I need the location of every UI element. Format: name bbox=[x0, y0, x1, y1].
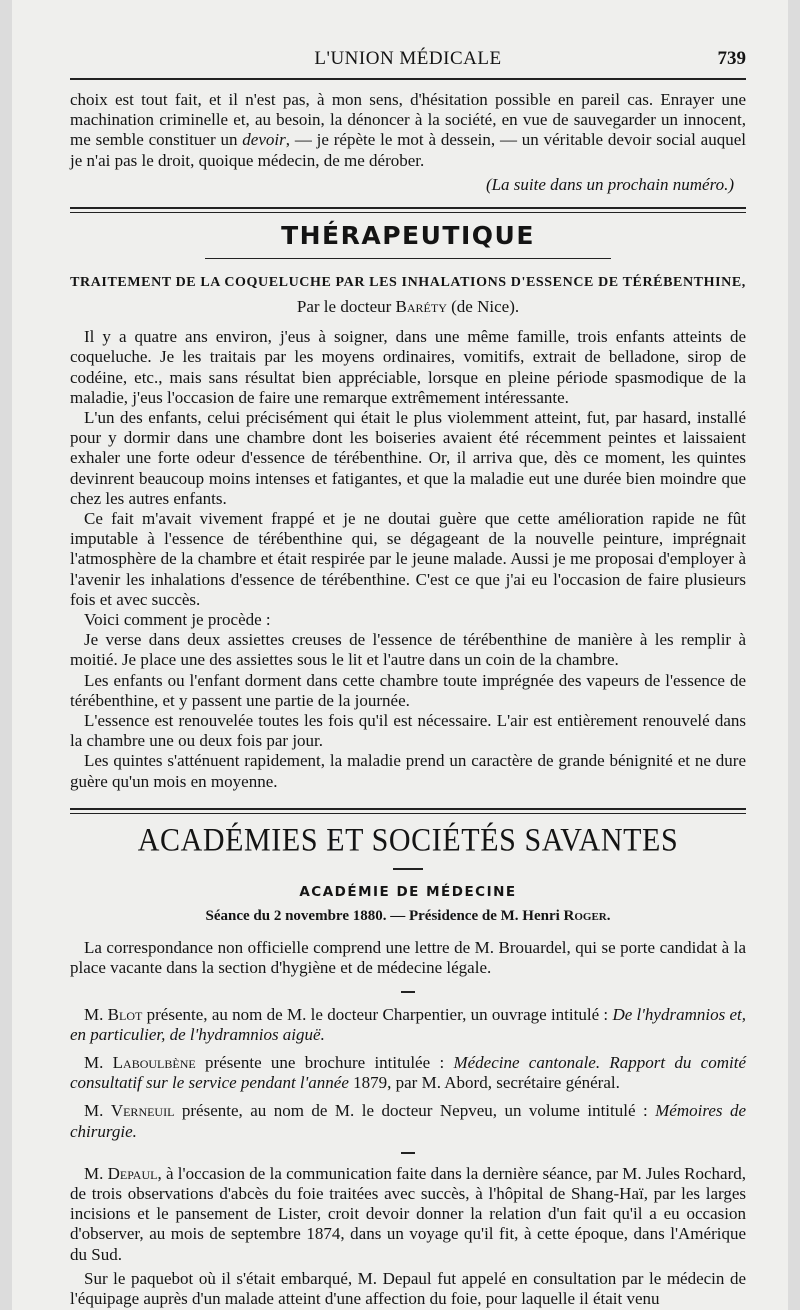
last-paragraph: Sur le paquebot où il s'était embarqué, M. Depaul fut appelé en consultation par le médecin de l'équipage auprès d'un malade atteint d'une affection du foie, pour laquelle il était venu bbox=[70, 1268, 746, 1308]
document-page bbox=[12, 0, 788, 1310]
article-body bbox=[70, 327, 746, 792]
blot-m: M. bbox=[84, 1004, 108, 1024]
depaul-paragraph bbox=[70, 1164, 746, 1265]
blot-name: Blot bbox=[107, 1004, 143, 1024]
page-number: 739 bbox=[717, 48, 746, 69]
correspondence-paragraph: La correspondance non officielle comprend une lettre de M. Brouardel, qui se porte candidat à la place vacante dans la section d'hygiène et de médecine légale. bbox=[70, 938, 746, 978]
intro-text-end: , — je répète le mot à dessein, — un véritable devoir social auquel je n'ai pas le droit, quoique médecin, de me dérober. bbox=[70, 130, 746, 170]
article-paragraph: Les quintes s'atténuent rapidement, la maladie prend un caractère de grande bénignité et ne dure guère qu'un mois en moyenne. bbox=[70, 751, 746, 791]
journal-title: L'UNION MÉDICALE bbox=[314, 48, 502, 69]
article-paragraph: Ce fait m'avait vivement frappé et je ne doutai guère que cette amélioration rapide ne fût imputable à l'essence de térébenthine qui, se dégageant de la nouvelle peinture, imprégnait l'atmosphère de la chambre et était respirée par le jeune malade. Aussi je me proposai d'employer à l'avenir les inhalations d'essence de térébenthine. C'est ce que j'ai eu l'occasion de faire plusieurs fois et avec succès. bbox=[70, 509, 746, 609]
laboulbene-name: Laboulbène bbox=[112, 1052, 196, 1072]
verneuil-title: Mémoires de chirurgie. bbox=[70, 1101, 746, 1141]
academies-title: ACADÉMIES ET SOCIÉTÉS SAVANTES bbox=[137, 822, 679, 859]
blot-title: De l'hydramnios et, en particulier, de l'hydramnios aiguë. bbox=[70, 1004, 747, 1044]
separator-dash bbox=[401, 991, 415, 993]
verneuil-text: présente, au nom de M. le docteur Nepveu, un volume intitulé : bbox=[174, 1101, 656, 1121]
article-paragraph: L'essence est renouvelée toutes les fois qu'il est nécessaire. L'air est entièrement renouvelé dans la chambre une ou deux fois par jour. bbox=[70, 711, 746, 751]
academie-subtitle: ACADÉMIE DE MÉDECINE bbox=[299, 883, 517, 900]
title-underline bbox=[205, 258, 611, 259]
laboulbene-m: M. bbox=[84, 1052, 113, 1072]
laboulbene-title: Médecine cantonale. Rapport du comité consultatif sur le service pendant l'année bbox=[70, 1052, 746, 1093]
depaul-m: M. bbox=[84, 1163, 108, 1183]
article-paragraph: Voici comment je procède : bbox=[84, 610, 271, 630]
article-paragraph: L'un des enfants, celui précisément qui était le plus violemment atteint, fut, par hasard, installé pour y dormir dans une chambre dont les boiseries avaient été récemment peintes et laissaient exhaler une forte odeur d'essence de térébenthine. Or, il arriva que, dès ce moment, les quintes devinrent beaucoup moins intenses et fatigantes, et que la maladie eut une durée bien moindre que chez les autres enfants. bbox=[70, 408, 746, 508]
section-rule bbox=[70, 207, 746, 213]
depaul-name: Depaul bbox=[107, 1163, 158, 1183]
blot-text: présente, au nom de M. le docteur Charpentier, un ouvrage intitulé : bbox=[142, 1004, 613, 1024]
article-paragraph: Les enfants ou l'enfant dorment dans cette chambre toute imprégnée des vapeurs de l'essence de térébenthine, et y passent une partie de la journée. bbox=[70, 670, 746, 710]
laboulbene-end: 1879, par M. Abord, secrétaire général. bbox=[348, 1073, 620, 1093]
session-line: Séance du 2 novembre 1880. — Présidence de M. Henri Roger. bbox=[205, 907, 611, 924]
intro-paragraph bbox=[70, 90, 746, 171]
intro-devoir: devoir bbox=[242, 130, 286, 150]
section-rule bbox=[70, 808, 746, 814]
intro-text-start: choix est tout fait, et il n'est pas, à mon sens, d'hésitation possible en pareil cas. Enrayer une machination criminelle et, au besoin, la dénoncer à la société, en vue de sauvegarder un innocent, me semble constituer un bbox=[70, 90, 746, 150]
article-paragraph: Je verse dans deux assiettes creuses de l'essence de térébenthine de manière à les remplir à moitié. Je place une des assiettes sous le lit et l'autre dans un coin de la chambre. bbox=[70, 630, 746, 670]
byline bbox=[70, 297, 746, 317]
therapeutique-title: THÉRAPEUTIQUE bbox=[281, 221, 535, 251]
verneuil-name: Verneuil bbox=[110, 1101, 175, 1121]
blot-paragraph bbox=[70, 1005, 746, 1045]
header-rule bbox=[70, 78, 746, 80]
verneuil-m: M. bbox=[84, 1101, 111, 1121]
byline-prefix: Par le docteur bbox=[296, 297, 396, 317]
title-dash bbox=[393, 868, 423, 870]
page-content bbox=[70, 0, 746, 1309]
session-text: Séance du 2 novembre 1880. — Présidence de M. Henri bbox=[205, 907, 564, 924]
president-name: Roger bbox=[563, 907, 607, 924]
article-title: TRAITEMENT DE LA COQUELUCHE PAR LES INHALATIONS D'ESSENCE DE TÉRÉBENTHINE, bbox=[70, 275, 746, 291]
article-paragraph: Il y a quatre ans environ, j'eus à soigner, dans une même famille, trois enfants atteints de coqueluche. Je les traitais par les moyens ordinaires, vomitifs, extrait de belladone, sirop de codéine, etc., mais sans résultat bien appréciable, lorsque en pleine période spasmodique de la maladie, j'eus l'occasion de faire une remarque extrêmement intéressante. bbox=[70, 327, 746, 407]
laboulbene-paragraph bbox=[70, 1053, 746, 1093]
separator-dash bbox=[401, 1152, 415, 1154]
byline-suffix: (de Nice). bbox=[446, 297, 520, 317]
laboulbene-text: présente une brochure intitulée : bbox=[195, 1052, 454, 1072]
author-name: Baréty bbox=[395, 297, 447, 317]
depaul-text: , à l'occasion de la communication faite dans la dernière séance, par M. Jules Rochard, de trois observations d'abcès du foie traitées avec succès, à l'hôpital de Shang-Haï, par les larges incisions et le pansement de Lister, croit devoir donner la relation d'un fait qu'il a eu occasion d'observer, au mois de septembre 1874, dans un voyage qu'il fit, à cette époque, dans l'Amérique du Sud. bbox=[70, 1163, 746, 1264]
verneuil-paragraph bbox=[70, 1101, 746, 1141]
continuation-note: (La suite dans un prochain numéro.) bbox=[485, 174, 734, 194]
running-header bbox=[70, 0, 746, 70]
